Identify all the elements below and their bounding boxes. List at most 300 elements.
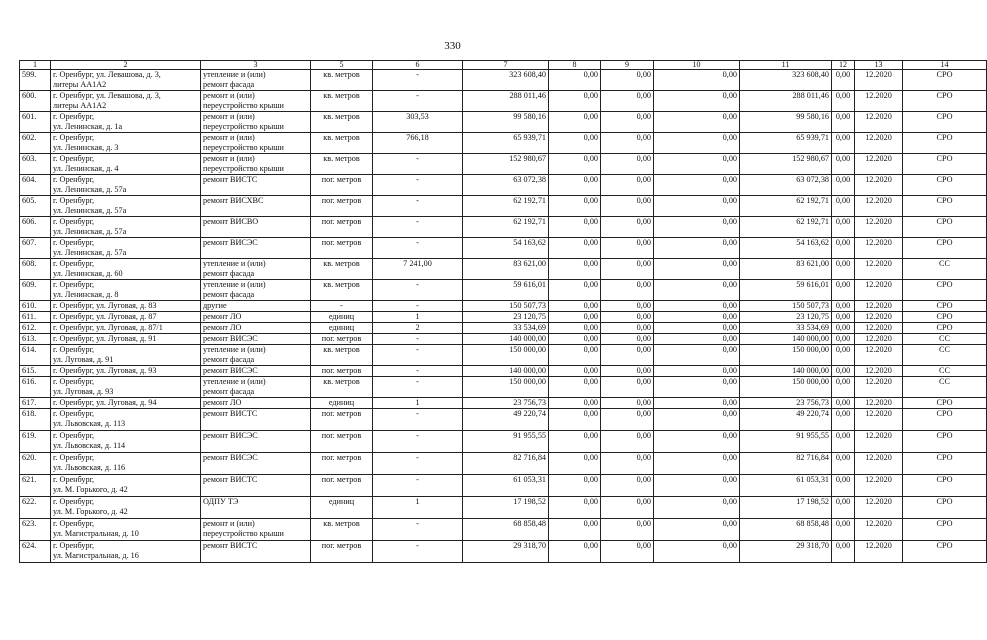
col12-cell: 0,00 bbox=[832, 398, 855, 409]
unit-cell: пог. метров bbox=[311, 475, 373, 497]
col12-cell: 0,00 bbox=[832, 175, 855, 196]
quantity-cell: - bbox=[373, 431, 463, 453]
col10-cell: 0,00 bbox=[654, 334, 740, 345]
work-type-cell-line: ремонт ВИСХВС bbox=[203, 196, 264, 205]
col8-cell: 0,00 bbox=[549, 541, 601, 563]
deadline-cell: 12.2020 bbox=[855, 409, 903, 431]
col7-cost-cell: 61 053,31 bbox=[463, 475, 549, 497]
address-cell-line: г. Оренбург, bbox=[53, 238, 95, 247]
deadline-cell: 12.2020 bbox=[855, 133, 903, 154]
col9-cell: 0,00 bbox=[601, 112, 654, 133]
col8-cell: 0,00 bbox=[549, 377, 601, 398]
work-type-cell bbox=[201, 398, 311, 409]
work-type-cell-line: переустройство крыши bbox=[203, 143, 284, 152]
owner-type-cell: СРО bbox=[903, 91, 987, 112]
unit-cell: кв. метров bbox=[311, 70, 373, 91]
work-type-cell-line: ремонт и (или) bbox=[203, 154, 255, 163]
col9-cell: 0,00 bbox=[601, 217, 654, 238]
owner-type-cell: СРО bbox=[903, 398, 987, 409]
address-cell-line: г. Оренбург, ул. Луговая, д. 87 bbox=[53, 312, 157, 321]
owner-type-cell: СРО bbox=[903, 541, 987, 563]
deadline-cell: 12.2020 bbox=[855, 475, 903, 497]
col10-cell: 0,00 bbox=[654, 453, 740, 475]
quantity-cell: - bbox=[373, 377, 463, 398]
table-row bbox=[20, 91, 987, 112]
quantity-cell: - bbox=[373, 280, 463, 301]
col7-cost-cell: 63 072,38 bbox=[463, 175, 549, 196]
col12-cell: 0,00 bbox=[832, 154, 855, 175]
col9-cell: 0,00 bbox=[601, 238, 654, 259]
col11-total-cell: 288 011,46 bbox=[740, 91, 832, 112]
col10-cell: 0,00 bbox=[654, 323, 740, 334]
owner-type-cell: СС bbox=[903, 366, 987, 377]
owner-type-cell: СРО bbox=[903, 154, 987, 175]
address-cell-line: г. Оренбург, bbox=[53, 196, 95, 205]
quantity-cell: 1 bbox=[373, 398, 463, 409]
col8-cell: 0,00 bbox=[549, 409, 601, 431]
col8-cell: 0,00 bbox=[549, 238, 601, 259]
unit-cell: кв. метров bbox=[311, 91, 373, 112]
work-type-cell-line: ОДПУ ТЭ bbox=[203, 497, 239, 506]
address-cell bbox=[51, 377, 201, 398]
column-header: 2 bbox=[51, 61, 201, 70]
quantity-cell: 303,53 bbox=[373, 112, 463, 133]
table-row bbox=[20, 196, 987, 217]
deadline-cell: 12.2020 bbox=[855, 154, 903, 175]
table-row bbox=[20, 497, 987, 519]
address-cell bbox=[51, 217, 201, 238]
row-number: 610. bbox=[20, 301, 51, 312]
col12-cell: 0,00 bbox=[832, 366, 855, 377]
address-cell-line: г. Оренбург, bbox=[53, 431, 95, 440]
work-type-cell-line: переустройство крыши bbox=[203, 164, 284, 173]
col8-cell: 0,00 bbox=[549, 345, 601, 366]
col9-cell: 0,00 bbox=[601, 409, 654, 431]
col7-cost-cell: 62 192,71 bbox=[463, 217, 549, 238]
col9-cell: 0,00 bbox=[601, 541, 654, 563]
deadline-cell: 12.2020 bbox=[855, 259, 903, 280]
address-cell-line: ул. Ленинская, д. 60 bbox=[53, 269, 123, 278]
owner-type-cell: СРО bbox=[903, 70, 987, 91]
table-row bbox=[20, 323, 987, 334]
work-type-cell bbox=[201, 519, 311, 541]
owner-type-cell: СРО bbox=[903, 475, 987, 497]
col10-cell: 0,00 bbox=[654, 398, 740, 409]
table-row bbox=[20, 377, 987, 398]
col8-cell: 0,00 bbox=[549, 475, 601, 497]
table-row bbox=[20, 301, 987, 312]
table-row bbox=[20, 70, 987, 91]
row-number: 613. bbox=[20, 334, 51, 345]
column-header: 14 bbox=[903, 61, 987, 70]
col10-cell: 0,00 bbox=[654, 312, 740, 323]
col12-cell: 0,00 bbox=[832, 323, 855, 334]
owner-type-cell: СРО bbox=[903, 133, 987, 154]
address-cell-line: ул. Ленинская, д. 57а bbox=[53, 185, 127, 194]
col12-cell: 0,00 bbox=[832, 91, 855, 112]
col10-cell: 0,00 bbox=[654, 112, 740, 133]
col12-cell: 0,00 bbox=[832, 453, 855, 475]
table-row bbox=[20, 398, 987, 409]
work-type-cell bbox=[201, 301, 311, 312]
col8-cell: 0,00 bbox=[549, 453, 601, 475]
quantity-cell: - bbox=[373, 366, 463, 377]
quantity-cell: - bbox=[373, 453, 463, 475]
work-type-cell bbox=[201, 453, 311, 475]
col11-total-cell: 49 220,74 bbox=[740, 409, 832, 431]
work-type-cell-line: ремонт ВИСТС bbox=[203, 409, 258, 418]
col11-total-cell: 59 616,01 bbox=[740, 280, 832, 301]
quantity-cell: - bbox=[373, 238, 463, 259]
col7-cost-cell: 150 000,00 bbox=[463, 377, 549, 398]
col12-cell: 0,00 bbox=[832, 475, 855, 497]
col8-cell: 0,00 bbox=[549, 334, 601, 345]
column-header: 6 bbox=[373, 61, 463, 70]
col8-cell: 0,00 bbox=[549, 217, 601, 238]
col12-cell: 0,00 bbox=[832, 334, 855, 345]
row-number: 615. bbox=[20, 366, 51, 377]
work-type-cell bbox=[201, 238, 311, 259]
col11-total-cell: 63 072,38 bbox=[740, 175, 832, 196]
col8-cell: 0,00 bbox=[549, 175, 601, 196]
deadline-cell: 12.2020 bbox=[855, 323, 903, 334]
col10-cell: 0,00 bbox=[654, 196, 740, 217]
col11-total-cell: 61 053,31 bbox=[740, 475, 832, 497]
row-number: 609. bbox=[20, 280, 51, 301]
work-type-cell-line: ремонт ВИСЭС bbox=[203, 238, 258, 247]
work-type-cell-line: ремонт ВИСВО bbox=[203, 217, 259, 226]
owner-type-cell: СС bbox=[903, 259, 987, 280]
deadline-cell: 12.2020 bbox=[855, 280, 903, 301]
col9-cell: 0,00 bbox=[601, 175, 654, 196]
address-cell bbox=[51, 323, 201, 334]
col10-cell: 0,00 bbox=[654, 475, 740, 497]
row-number: 612. bbox=[20, 323, 51, 334]
work-type-cell bbox=[201, 377, 311, 398]
quantity-cell: 766,18 bbox=[373, 133, 463, 154]
unit-cell: пог. метров bbox=[311, 409, 373, 431]
work-type-cell bbox=[201, 497, 311, 519]
col11-total-cell: 23 756,73 bbox=[740, 398, 832, 409]
row-number: 601. bbox=[20, 112, 51, 133]
col10-cell: 0,00 bbox=[654, 541, 740, 563]
deadline-cell: 12.2020 bbox=[855, 497, 903, 519]
table-row bbox=[20, 154, 987, 175]
work-type-cell bbox=[201, 334, 311, 345]
col7-cost-cell: 49 220,74 bbox=[463, 409, 549, 431]
col7-cost-cell: 62 192,71 bbox=[463, 196, 549, 217]
quantity-cell: 1 bbox=[373, 312, 463, 323]
unit-cell: кв. метров bbox=[311, 154, 373, 175]
address-cell bbox=[51, 196, 201, 217]
work-type-cell-line: ремонт ВИСЭС bbox=[203, 453, 258, 462]
col12-cell: 0,00 bbox=[832, 112, 855, 133]
work-type-cell bbox=[201, 70, 311, 91]
col9-cell: 0,00 bbox=[601, 497, 654, 519]
work-type-cell bbox=[201, 323, 311, 334]
owner-type-cell: СС bbox=[903, 345, 987, 366]
address-cell-line: г. Оренбург, bbox=[53, 112, 95, 121]
col9-cell: 0,00 bbox=[601, 431, 654, 453]
row-number: 614. bbox=[20, 345, 51, 366]
col8-cell: 0,00 bbox=[549, 196, 601, 217]
address-cell-line: ул. М. Горького, д. 42 bbox=[53, 485, 128, 494]
unit-cell: пог. метров bbox=[311, 453, 373, 475]
owner-type-cell: СРО bbox=[903, 431, 987, 453]
col7-cost-cell: 150 000,00 bbox=[463, 345, 549, 366]
work-type-cell-line: утепление и (или) bbox=[203, 345, 266, 354]
address-cell-line: г. Оренбург, bbox=[53, 217, 95, 226]
table-row bbox=[20, 133, 987, 154]
work-type-cell bbox=[201, 217, 311, 238]
address-cell-line: ул. Львовская, д. 113 bbox=[53, 419, 126, 428]
row-number: 600. bbox=[20, 91, 51, 112]
deadline-cell: 12.2020 bbox=[855, 91, 903, 112]
address-cell bbox=[51, 259, 201, 280]
row-number: 611. bbox=[20, 312, 51, 323]
col10-cell: 0,00 bbox=[654, 431, 740, 453]
col12-cell: 0,00 bbox=[832, 280, 855, 301]
address-cell-line: г. Оренбург, bbox=[53, 377, 95, 386]
col11-total-cell: 54 163,62 bbox=[740, 238, 832, 259]
work-type-cell bbox=[201, 345, 311, 366]
address-cell bbox=[51, 519, 201, 541]
table-row bbox=[20, 259, 987, 280]
table-row bbox=[20, 112, 987, 133]
col7-cost-cell: 140 000,00 bbox=[463, 366, 549, 377]
address-cell bbox=[51, 398, 201, 409]
deadline-cell: 12.2020 bbox=[855, 453, 903, 475]
owner-type-cell: СРО bbox=[903, 301, 987, 312]
address-cell bbox=[51, 366, 201, 377]
address-cell bbox=[51, 345, 201, 366]
col10-cell: 0,00 bbox=[654, 409, 740, 431]
unit-cell: пог. метров bbox=[311, 196, 373, 217]
table-row bbox=[20, 475, 987, 497]
owner-type-cell: СРО bbox=[903, 519, 987, 541]
work-type-cell-line: ремонт фасада bbox=[203, 269, 255, 278]
col10-cell: 0,00 bbox=[654, 70, 740, 91]
address-cell bbox=[51, 334, 201, 345]
col10-cell: 0,00 bbox=[654, 259, 740, 280]
work-type-cell-line: ремонт ВИСТС bbox=[203, 175, 258, 184]
column-header: 7 bbox=[463, 61, 549, 70]
col12-cell: 0,00 bbox=[832, 196, 855, 217]
address-cell bbox=[51, 541, 201, 563]
col12-cell: 0,00 bbox=[832, 238, 855, 259]
table-body bbox=[20, 70, 987, 563]
quantity-cell: - bbox=[373, 196, 463, 217]
quantity-cell: 7 241,00 bbox=[373, 259, 463, 280]
work-type-cell-line: утепление и (или) bbox=[203, 259, 266, 268]
work-type-cell-line: ремонт фасада bbox=[203, 80, 255, 89]
address-cell-line: ул. Ленинская, д. 8 bbox=[53, 290, 119, 299]
work-type-cell-line: переустройство крыши bbox=[203, 122, 284, 131]
row-number: 599. bbox=[20, 70, 51, 91]
col7-cost-cell: 59 616,01 bbox=[463, 280, 549, 301]
work-type-cell bbox=[201, 366, 311, 377]
deadline-cell: 12.2020 bbox=[855, 112, 903, 133]
quantity-cell: - bbox=[373, 541, 463, 563]
col10-cell: 0,00 bbox=[654, 301, 740, 312]
work-type-cell-line: ремонт и (или) bbox=[203, 519, 255, 528]
col12-cell: 0,00 bbox=[832, 312, 855, 323]
col7-cost-cell: 23 756,73 bbox=[463, 398, 549, 409]
deadline-cell: 12.2020 bbox=[855, 334, 903, 345]
address-cell bbox=[51, 301, 201, 312]
work-type-cell-line: переустройство крыши bbox=[203, 529, 284, 538]
column-header: 5 bbox=[311, 61, 373, 70]
address-cell-line: г. Оренбург, bbox=[53, 453, 95, 462]
row-number: 616. bbox=[20, 377, 51, 398]
address-cell-line: г. Оренбург, bbox=[53, 259, 95, 268]
table-row bbox=[20, 453, 987, 475]
col9-cell: 0,00 bbox=[601, 453, 654, 475]
col9-cell: 0,00 bbox=[601, 377, 654, 398]
deadline-cell: 12.2020 bbox=[855, 431, 903, 453]
address-cell-line: г. Оренбург, bbox=[53, 475, 95, 484]
col7-cost-cell: 54 163,62 bbox=[463, 238, 549, 259]
col7-cost-cell: 65 939,71 bbox=[463, 133, 549, 154]
col9-cell: 0,00 bbox=[601, 70, 654, 91]
deadline-cell: 12.2020 bbox=[855, 196, 903, 217]
col10-cell: 0,00 bbox=[654, 345, 740, 366]
address-cell-line: г. Оренбург, ул. Луговая, д. 83 bbox=[53, 301, 157, 310]
deadline-cell: 12.2020 bbox=[855, 70, 903, 91]
work-type-cell-line: ремонт ЛО bbox=[203, 312, 242, 321]
col10-cell: 0,00 bbox=[654, 280, 740, 301]
table-row bbox=[20, 217, 987, 238]
row-number: 602. bbox=[20, 133, 51, 154]
table-row bbox=[20, 334, 987, 345]
column-header: 10 bbox=[654, 61, 740, 70]
unit-cell: кв. метров bbox=[311, 112, 373, 133]
row-number: 619. bbox=[20, 431, 51, 453]
work-type-cell bbox=[201, 541, 311, 563]
col11-total-cell: 62 192,71 bbox=[740, 196, 832, 217]
col10-cell: 0,00 bbox=[654, 238, 740, 259]
col11-total-cell: 33 534,69 bbox=[740, 323, 832, 334]
owner-type-cell: СРО bbox=[903, 323, 987, 334]
quantity-cell: 1 bbox=[373, 497, 463, 519]
address-cell bbox=[51, 497, 201, 519]
column-header: 13 bbox=[855, 61, 903, 70]
quantity-cell: - bbox=[373, 345, 463, 366]
work-type-cell-line: ремонт ВИСТС bbox=[203, 541, 258, 550]
column-header: 9 bbox=[601, 61, 654, 70]
col7-cost-cell: 68 858,48 bbox=[463, 519, 549, 541]
col12-cell: 0,00 bbox=[832, 519, 855, 541]
address-cell-line: г. Оренбург, ул. Левашова, д. 3, bbox=[53, 91, 161, 100]
col9-cell: 0,00 bbox=[601, 475, 654, 497]
quantity-cell: - bbox=[373, 519, 463, 541]
work-type-cell-line: переустройство крыши bbox=[203, 101, 284, 110]
address-cell bbox=[51, 133, 201, 154]
unit-cell: кв. метров bbox=[311, 377, 373, 398]
col12-cell: 0,00 bbox=[832, 431, 855, 453]
table-row bbox=[20, 519, 987, 541]
owner-type-cell: СРО bbox=[903, 497, 987, 519]
col11-total-cell: 83 621,00 bbox=[740, 259, 832, 280]
owner-type-cell: СРО bbox=[903, 175, 987, 196]
address-cell-line: г. Оренбург, ул. Луговая, д. 94 bbox=[53, 398, 157, 407]
col10-cell: 0,00 bbox=[654, 154, 740, 175]
col7-cost-cell: 288 011,46 bbox=[463, 91, 549, 112]
address-cell-line: г. Оренбург, ул. Луговая, д. 91 bbox=[53, 334, 157, 343]
unit-cell: пог. метров bbox=[311, 431, 373, 453]
row-number: 617. bbox=[20, 398, 51, 409]
owner-type-cell: СРО bbox=[903, 112, 987, 133]
unit-cell: пог. метров bbox=[311, 366, 373, 377]
col8-cell: 0,00 bbox=[549, 91, 601, 112]
col11-total-cell: 150 000,00 bbox=[740, 377, 832, 398]
owner-type-cell: СРО bbox=[903, 280, 987, 301]
work-type-cell-line: ремонт и (или) bbox=[203, 91, 255, 100]
deadline-cell: 12.2020 bbox=[855, 301, 903, 312]
address-cell-line: ул. Луговая, д. 93 bbox=[53, 387, 114, 396]
address-cell-line: г. Оренбург, bbox=[53, 133, 95, 142]
quantity-cell: - bbox=[373, 301, 463, 312]
owner-type-cell: СРО bbox=[903, 238, 987, 259]
quantity-cell: 2 bbox=[373, 323, 463, 334]
work-type-cell-line: утепление и (или) bbox=[203, 280, 266, 289]
deadline-cell: 12.2020 bbox=[855, 377, 903, 398]
owner-type-cell: СС bbox=[903, 377, 987, 398]
deadline-cell: 12.2020 bbox=[855, 217, 903, 238]
address-cell-line: г. Оренбург, bbox=[53, 175, 95, 184]
work-type-cell bbox=[201, 280, 311, 301]
col10-cell: 0,00 bbox=[654, 217, 740, 238]
address-cell bbox=[51, 475, 201, 497]
col8-cell: 0,00 bbox=[549, 280, 601, 301]
col11-total-cell: 29 318,70 bbox=[740, 541, 832, 563]
col11-total-cell: 323 608,40 bbox=[740, 70, 832, 91]
col8-cell: 0,00 bbox=[549, 519, 601, 541]
address-cell-line: г. Оренбург, bbox=[53, 345, 95, 354]
col12-cell: 0,00 bbox=[832, 217, 855, 238]
col8-cell: 0,00 bbox=[549, 133, 601, 154]
quantity-cell: - bbox=[373, 70, 463, 91]
row-number: 620. bbox=[20, 453, 51, 475]
col8-cell: 0,00 bbox=[549, 497, 601, 519]
col7-cost-cell: 29 318,70 bbox=[463, 541, 549, 563]
address-cell-line: ул. Ленинская, д. 57а bbox=[53, 227, 127, 236]
col8-cell: 0,00 bbox=[549, 398, 601, 409]
col8-cell: 0,00 bbox=[549, 259, 601, 280]
col7-cost-cell: 323 608,40 bbox=[463, 70, 549, 91]
table-row bbox=[20, 541, 987, 563]
col9-cell: 0,00 bbox=[601, 366, 654, 377]
address-cell bbox=[51, 112, 201, 133]
table-row bbox=[20, 238, 987, 259]
work-type-cell bbox=[201, 431, 311, 453]
unit-cell: пог. метров bbox=[311, 238, 373, 259]
unit-cell: единиц bbox=[311, 323, 373, 334]
col7-cost-cell: 91 955,55 bbox=[463, 431, 549, 453]
work-type-cell-line: ремонт ЛО bbox=[203, 398, 242, 407]
work-type-cell bbox=[201, 475, 311, 497]
unit-cell: пог. метров bbox=[311, 217, 373, 238]
owner-type-cell: СРО bbox=[903, 312, 987, 323]
unit-cell: единиц bbox=[311, 497, 373, 519]
col12-cell: 0,00 bbox=[832, 259, 855, 280]
col8-cell: 0,00 bbox=[549, 323, 601, 334]
column-header: 3 bbox=[201, 61, 311, 70]
col11-total-cell: 152 980,67 bbox=[740, 154, 832, 175]
table-row bbox=[20, 175, 987, 196]
address-cell bbox=[51, 312, 201, 323]
unit-cell: единиц bbox=[311, 312, 373, 323]
